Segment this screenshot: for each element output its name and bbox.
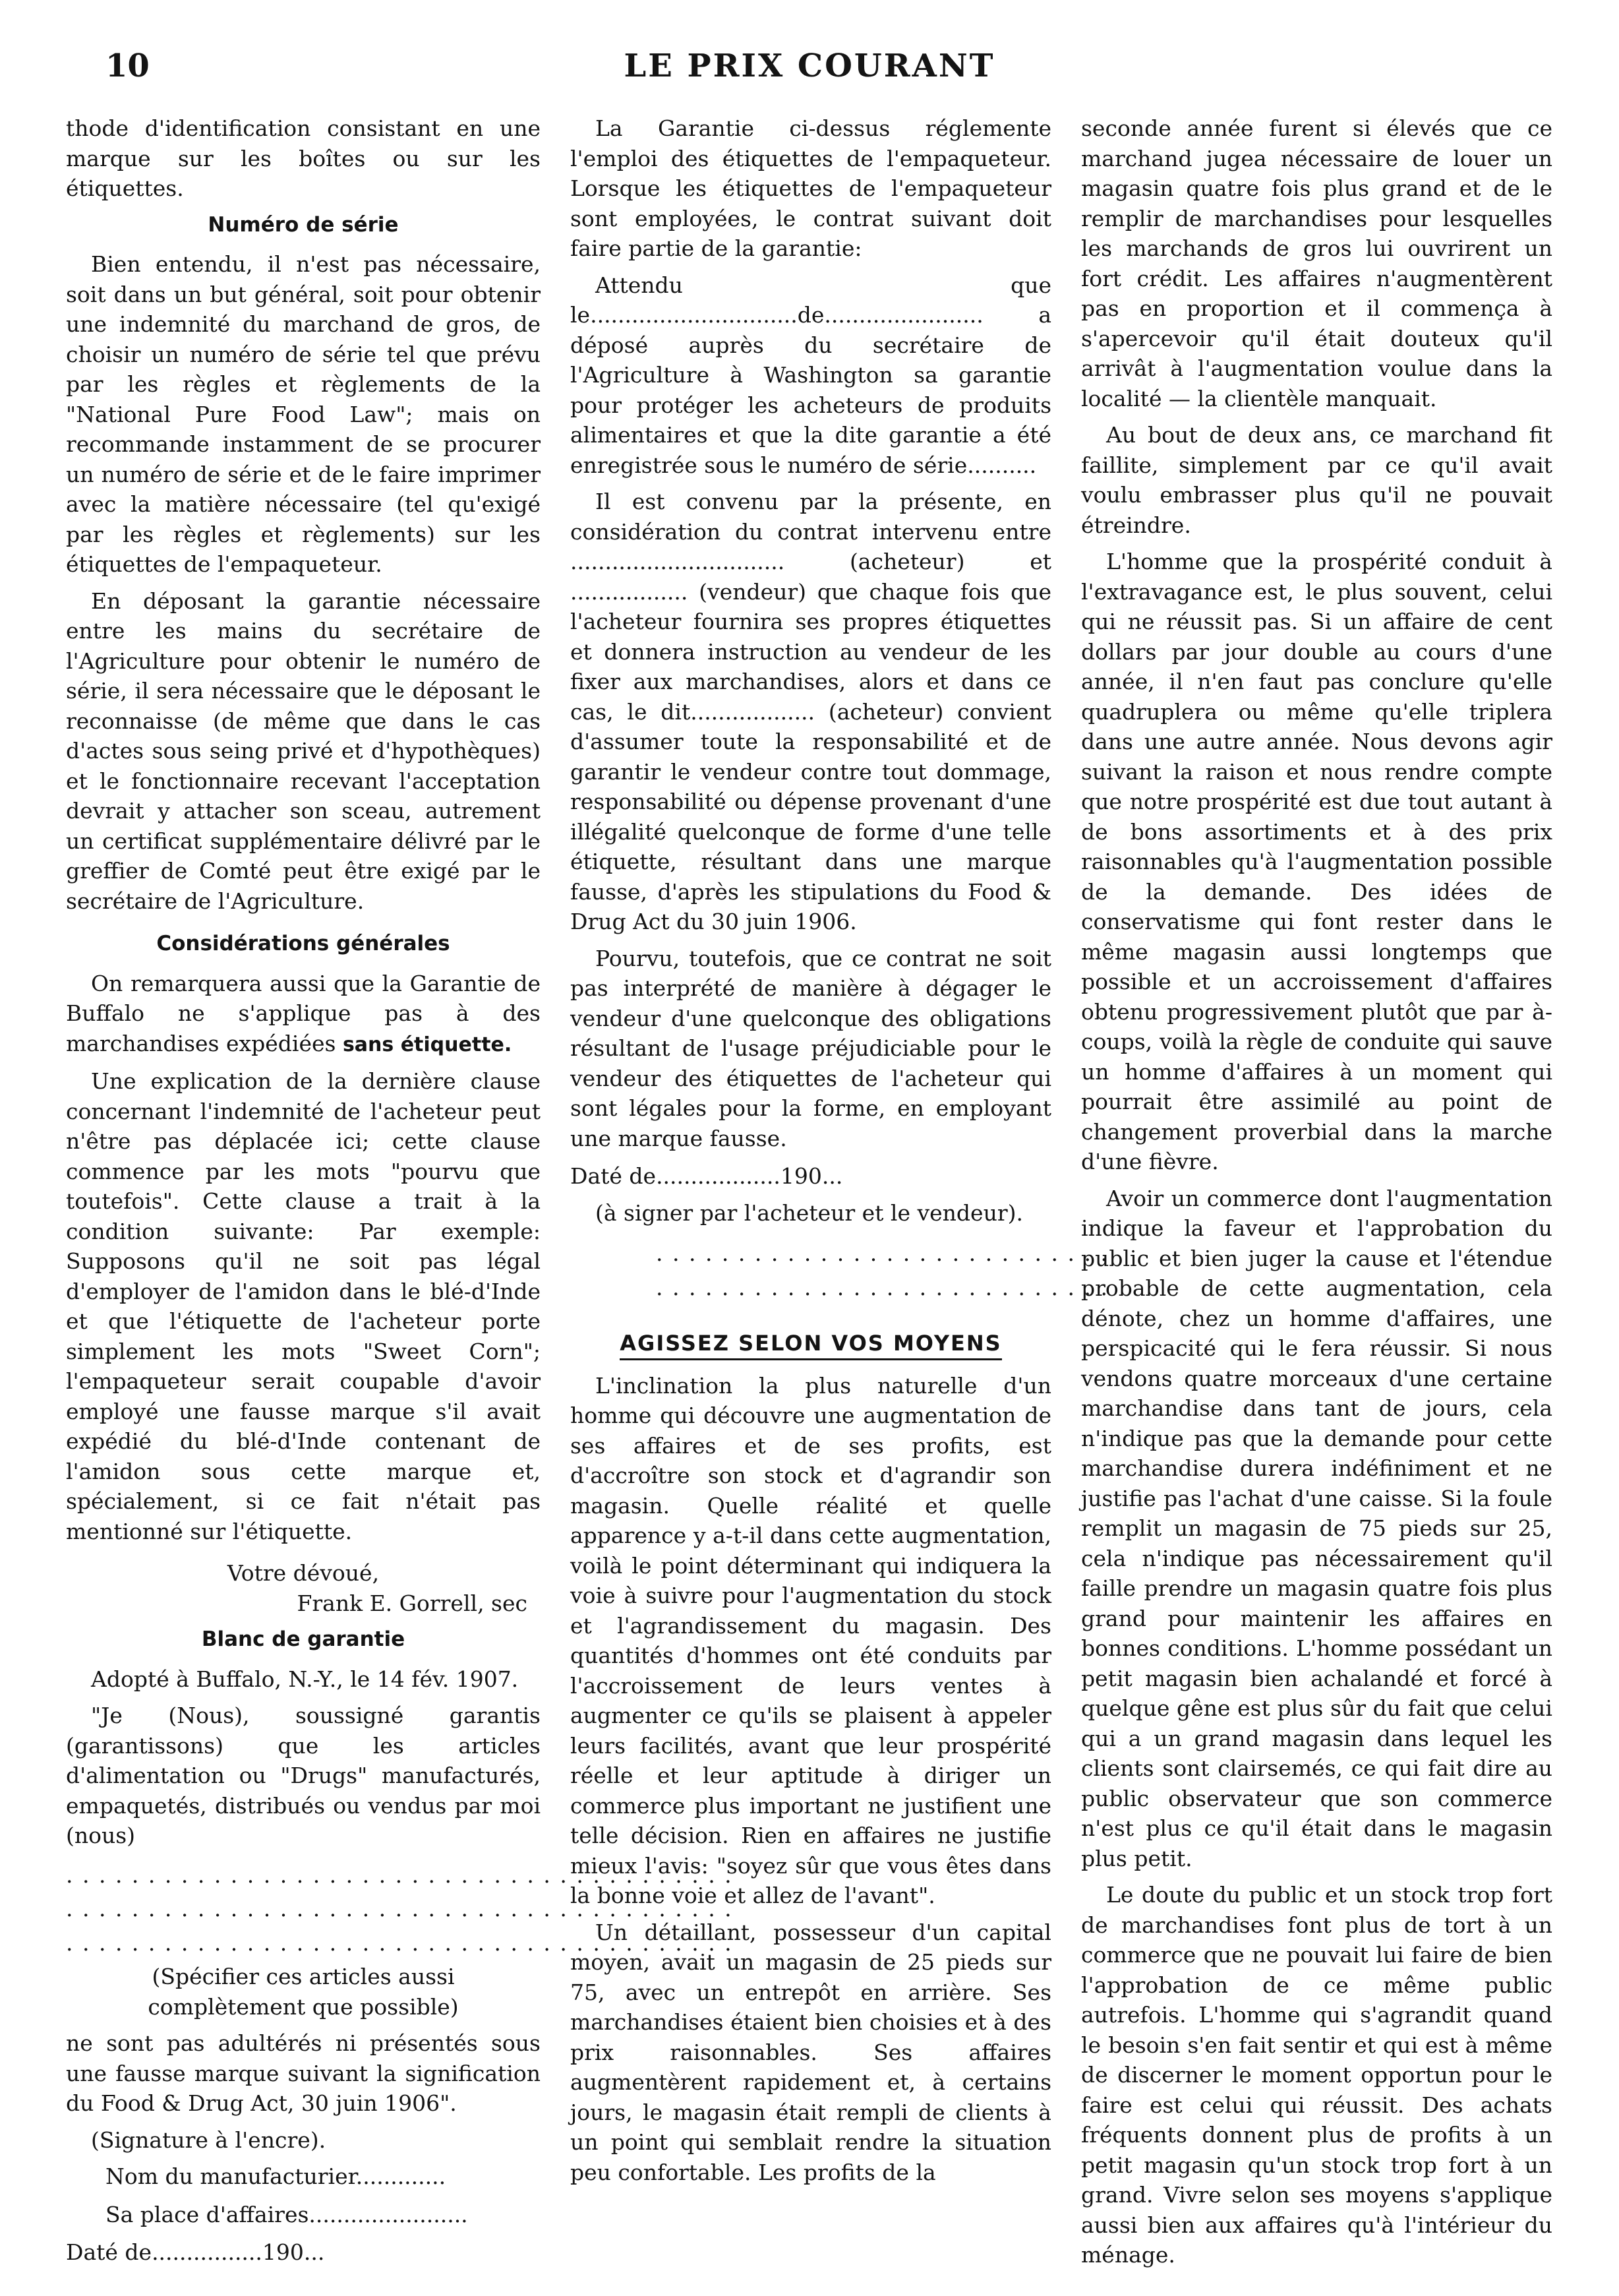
paragraph: (Spécifier ces articles aussi complètement que possible): [148, 1964, 459, 2020]
column-right: [1081, 113, 1552, 2277]
paragraph: seconde année furent si élevés que ce marchand jugea nécessaire de louer un magasin quatre fois plus grand et de le remplir de marchandises pour lesquelles les marchands de gros lui ouvrirent un fort crédit. Les affaires n'augmentèrent pas en proportion et il commença à s'apercevoir qu'il était douteux qu'il arrivât à l'augmentation voulue dans la localité — la clientèle manquait.: [1081, 115, 1552, 411]
paragraph: Il est convenu par la présente, en considération du contrat intervenu entre ............................... (acheteur) et ................. (vendeur) que chaque fois que l'acheteur fournira ses propres étiquettes et donnera instruction au vendeur de les fixer aux marchandises, alors et dans ce cas, le dit.................. (acheteur) convient d'assumer toute la responsabilité et de garantir le vendeur contre tout dommage, responsabilité ou dépense provenant d'une illégalité quelconque de forme d'une telle étiquette, résultant dans une marque fausse, d'après les stipulations du Food & Drug Act du 30 juin 1906.: [570, 489, 1051, 934]
signature: Frank E. Gorrell, sec: [297, 1590, 527, 1616]
paragraph: L'inclination la plus naturelle d'un homme qui découvre une augmentation de ses affaires et de ses profits, est d'accroître son stock et d'agrandir son magasin. Quelle réalité et quelle apparence y a-t-il dans cette augmentation, voilà le point déterminant qui indiquera la voie à suivre pour l'augmentation du stock et l'agrandissement du magasin. Des quantités d'hommes ont été conduits par l'accroissement de leurs ventes à augmenter ce qu'ils se plaisent à appeler leurs facilités, avant que leur prospérité réelle et leur aptitude à diriger un commerce plus important ne justifient une telle décision. Rien en affaires ne justifie mieux l'avis: "soyez sûr que vous êtes dans la bonne voie et allez de l'avant".: [570, 1372, 1051, 1908]
paragraph: Un détaillant, possesseur d'un capital moyen, avait un magasin de 25 pieds sur 75, avec un entrepôt en arrière. Ses marchandises étaient bien choisies et à des prix raisonnables. Ses affaires augmentèrent rapidement et, à certains jours, le magasin était rempli de clients à un point qui semblait rendre la situation peu confortable. Les profits de la: [570, 1919, 1051, 2185]
form-field-manufacturer: Nom du manufacturier.............: [105, 2163, 446, 2189]
form-field-place: Sa place d'affaires.......................: [105, 2201, 468, 2227]
paragraph: [66, 969, 541, 1060]
dotted-line: . . . . . . . . . . . . . . . . . . . . . . . . . . . .: [656, 1240, 1109, 1266]
paragraph: Une explication de la dernière clause concernant l'indemnité de l'acheteur peut n'être pas déplacée ici; cette clause commence par les mots "pourvu que toutefois". Cette clause a trait à la condition suivante: Par exemple: Supposons qu'il ne soit pas légal d'employer de l'amidon dans le blé-d'Inde et que l'étiquette de l'acheteur porte simplement les mots "Sweet Corn"; l'empaqueteur serait coupable d'avoir employé une fausse marque s'il avait expédié du blé-d'Inde contenant de l'amidon sous cette marque et, spécialement, si ce fait n'était pas mentionné sur l'étiquette.: [66, 1068, 541, 1544]
paragraph: L'homme que la prospérité conduit à l'extravagance est, le plus souvent, celui qui ne réussit pas. Si un affaire de cent dollars par jour double au cours d'une année, il n'en faut pas conclure qu'elle quadruplera ou même qu'elle triplera dans une autre année. Nous devons agir suivant la raison et nous rendre compte que notre prospérité est due tout autant à de bons assortiments et à des prix raisonnables qu'à l'augmentation possible de la demande. Des idées de conservatisme qui font rester dans le même magasin aussi longtemps que possible et un accroissement d'affaires obtenu progressivement plutôt que par à-coups, voilà la règle de conduite qui sauve un homme d'affaires à un moment qui pourrait être assimilé au point de changement proverbial dans la marche d'une fièvre.: [1081, 549, 1552, 1174]
column-middle: [570, 113, 1109, 2194]
paragraph: Avoir un commerce dont l'augmentation indique la faveur et l'approbation du public et bien juger la cause et l'étendue probable de cette augmentation, cela dénote, chez un homme d'affaires, une perspicacité qui le fera réussir. Si nous vendons quatre morceaux d'une certaine marchandise dans tant de jours, cela n'indique pas que la demande pour cette marchandise durera indéfiniment et ne justifie pas l'achat d'une caisse. Si la foule remplit un magasin de 75 pieds sur 25, cela n'indique pas nécessairement qu'il faille prendre un magasin quatre fois plus grand pour maintenir les affaires en bonnes conditions. L'homme possédant un petit magasin bien achalandé et forcé à quelque gêne est plus sûr du fait que celui qui a un grand magasin dans lequel les clients sont clairsemés, ce qui fait dire au public observateur que son commerce n'est plus ce qu'il était dans le magasin plus petit.: [1081, 1185, 1552, 1871]
section-heading: Numéro de série: [208, 212, 399, 237]
paragraph: Attendu que le..............................de....................... a déposé auprès du secrétaire de l'Agriculture à Washington sa garantie pour protéger les acheteurs de produits alimentaires et que la dite garantie a été enregistrée sous le numéro de série..........: [570, 272, 1051, 478]
paragraph: Pourvu, toutefois, que ce contrat ne soit pas interprété de manière à dégager le vendeur d'une quelconque des obligations résultant de l'usage préjudiciable pour le vendeur des étiquettes de l'acheteur qui sont légales pour la forme, en employant une marque fausse.: [570, 945, 1051, 1151]
paragraph: Adopté à Buffalo, N.-Y., le 14 fév. 1907.: [91, 1666, 519, 1692]
emphasis-text: sans étiquette.: [342, 1033, 512, 1056]
form-field-date: Daté de................190...: [66, 2239, 325, 2265]
paragraph: "Je (Nous), soussigné garantis (garantissons) que les articles d'alimentation ou "Drugs" manufacturés, empaquetés, distribués ou vendus par moi (nous): [66, 1703, 541, 1848]
paragraph: thode d'identification consistant en une marque sur les boîtes ou sur les étiquettes.: [66, 115, 541, 201]
paragraph: ne sont pas adultérés ni présentés sous une fausse marque suivant la signification du Food & Drug Act, 30 juin 1906".: [66, 2030, 541, 2116]
date-line: Daté de..................190...: [570, 1163, 843, 1189]
section-heading: Blanc de garantie: [201, 1627, 405, 1651]
article-heading-text: AGISSEZ SELON VOS MOYENS: [620, 1331, 1001, 1360]
paragraph: La Garantie ci-dessus réglemente l'emploi des étiquettes de l'empaqueteur. Lorsque les étiquettes de l'empaqueteur sont employées, le contrat suivant doit faire partie de la garantie:: [570, 115, 1051, 261]
article-heading: [570, 1329, 1051, 1359]
page-title: LE PRIX COURANT: [624, 47, 995, 84]
paragraph: Au bout de deux ans, ce marchand fit faillite, simplement par ce qu'il avait voulu embrasser plus qu'il ne pouvait étreindre.: [1081, 422, 1552, 538]
paragraph: Bien entendu, il n'est pas nécessaire, soit dans un but général, soit pour obtenir une indemnité du marchand de gros, de choisir un numéro de série tel que prévu par les règles et règlements de la "National Pure Food Law"; mais on recommande instamment de se procurer un numéro de série et de le faire imprimer avec la matière nécessaire (tel qu'exigé par les règles et règlements) sur les étiquettes de l'empaqueteur.: [66, 251, 541, 577]
closing: Votre dévoué,: [227, 1560, 380, 1586]
dotted-line: . . . . . . . . . . . . . . . . . . . . . . . . . . . . . . . . . . . . . . . . .: [66, 1861, 733, 1888]
dotted-line: . . . . . . . . . . . . . . . . . . . . . . . . . . . . . . . . . . . . . . . . .: [66, 1896, 733, 1921]
paragraph: Le doute du public et un stock trop fort de marchandises font plus de tort à un commerce que ne pouvait lui faire de bien l'approbation de ce même public autrefois. L'homme qui s'agrandit quand le besoin s'en fait sentir et qui est à même de discerner le moment opportun pour le faire est celui qui réussit. Des achats fréquents donnent plus de profits à un petit magasin qu'un stock trop fort à un grand. Vivre selon ses moyens s'applique aussi bien aux affaires qu'à l'intérieur du ménage.: [1081, 1882, 1552, 2268]
paragraph: (à signer par l'acheteur et le vendeur).: [595, 1199, 1023, 1226]
column-left: [66, 113, 733, 2276]
section-heading: Considérations générales: [156, 932, 450, 955]
page-number: 10: [105, 47, 150, 84]
dotted-line: . . . . . . . . . . . . . . . . . . . . . . . . . . . . . . . . . . . . . . . . .: [66, 1929, 733, 1956]
paragraph-text: On remarquera aussi que la Garantie de Buffalo ne s'applique pas à des marchandises expédiées: [66, 970, 541, 1056]
paragraph: (Signature à l'encre).: [91, 2127, 326, 2153]
paragraph: En déposant la garantie nécessaire entre les mains du secrétaire de l'Agriculture pour obtenir le numéro de série, il sera nécessaire que le déposant le reconnaisse (de même que dans le cas d'actes sous seing privé et d'hypothèques) et le fonctionnaire recevant l'acceptation devrait y attacher son sceau, autrement un certificat supplémentaire délivré par le greffier de Comté peut être exigé par le secrétaire de l'Agriculture.: [66, 588, 541, 914]
dotted-line: . . . . . . . . . . . . . . . . . . . . . . . . . . . .: [656, 1274, 1109, 1300]
